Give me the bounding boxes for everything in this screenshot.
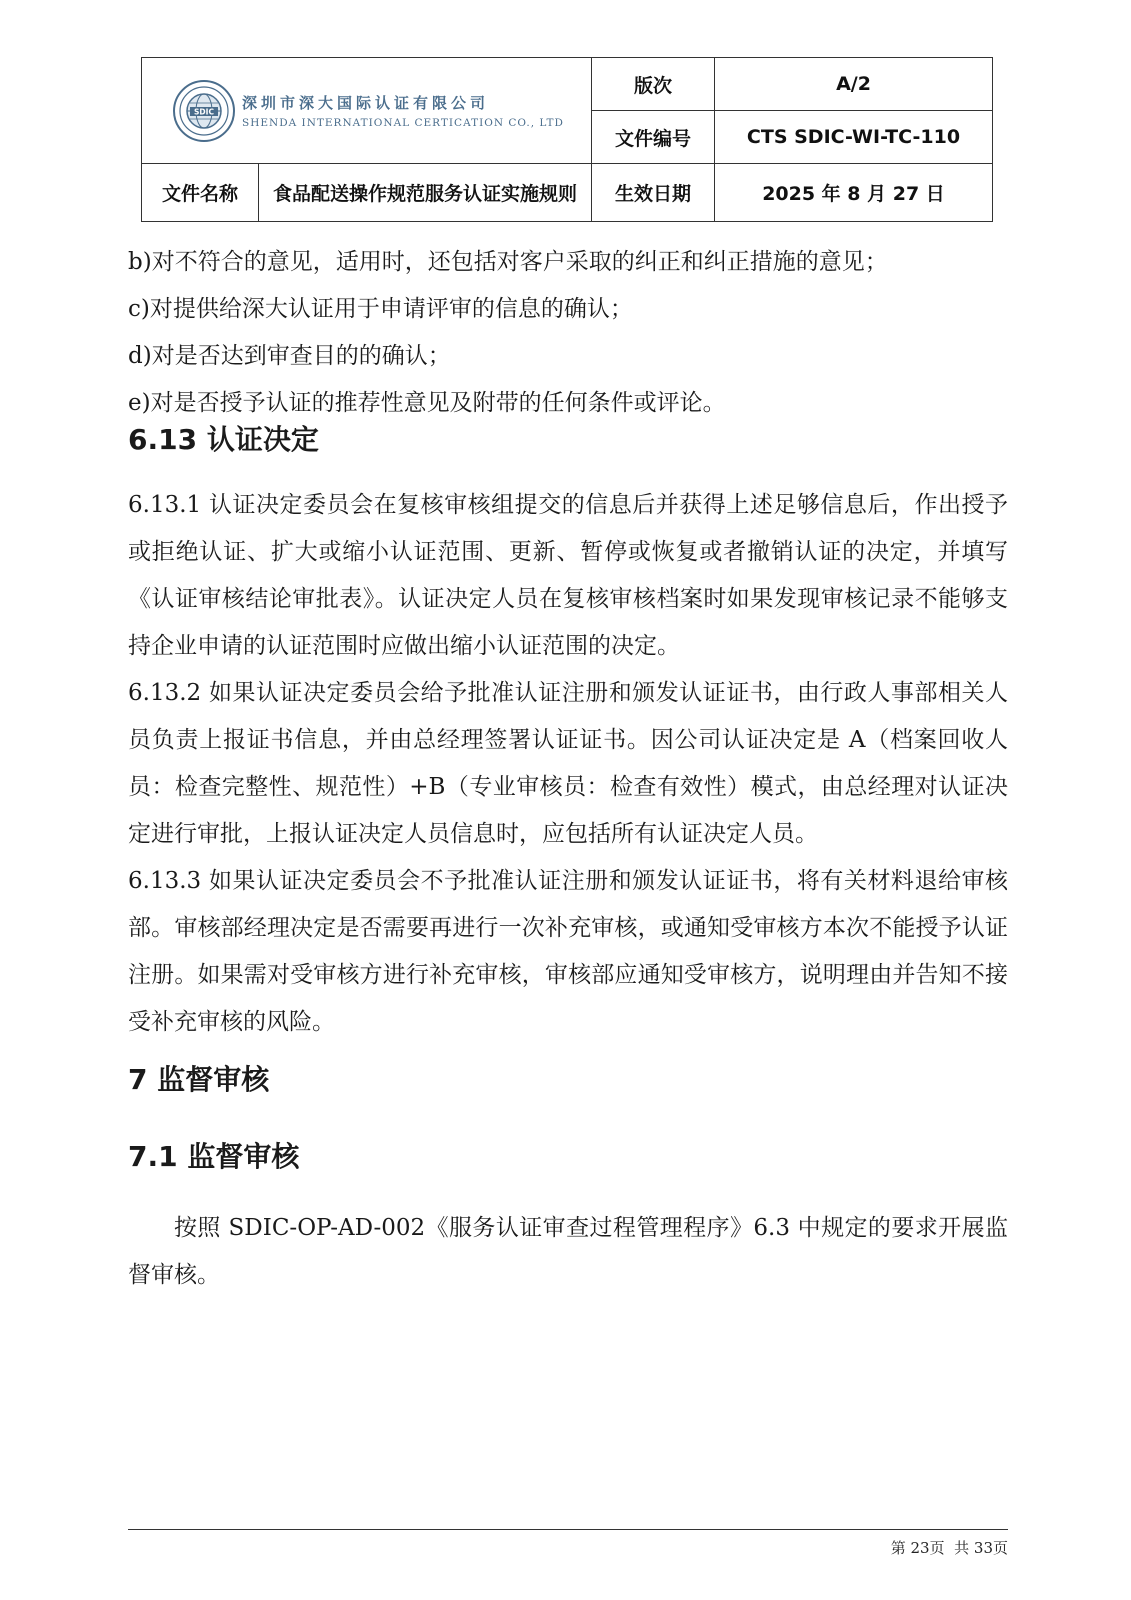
list-item-b: b)对不符合的意见，适用时，还包括对客户采取的纠正和纠正措施的意见；	[128, 249, 888, 275]
company-seal-text: SDIC	[194, 107, 214, 116]
section-7-1-heading: 7.1 监督审核	[128, 1140, 300, 1173]
document-number-label: 文件编号	[592, 111, 715, 164]
edition-value: A/2	[715, 58, 993, 111]
paragraph-6-13-1: 6.13.1 认证决定委员会在复核审核组提交的信息后并获得上述足够信息后，作出授予或拒绝认证、扩大或缩小认证范围、更新、暂停或恢复或者撤销认证的决定，并填写《认证审核结论审批表》。认证决定人员在复核审核档案时如果发现审核记录不能够支持企业申请的认证范围时应做出缩小认证范围的决定。	[128, 492, 1008, 659]
list-item-d: d)对是否达到审查目的的确认；	[128, 343, 451, 369]
company-logo-icon	[172, 79, 236, 143]
company-logo-cell	[142, 58, 592, 164]
edition-label: 版次	[592, 58, 715, 111]
paragraph-6-13-3: 6.13.3 如果认证决定委员会不予批准认证注册和颁发认证证书，将有关材料退给审核部。审核部经理决定是否需要再进行一次补充审核，或通知受审核方本次不能授予认证注册。如果需对受审核方进行补充审核，审核部应通知受审核方，说明理由并告知不接受补充审核的风险。	[128, 868, 1008, 1035]
document-body	[128, 245, 1008, 1299]
document-number-value: CTS SDIC-WI-TC-110	[715, 111, 993, 164]
company-name-en: SHENDA INTERNATIONAL CERTICATION CO., LTD	[242, 117, 564, 129]
list-item-e: e)对是否授予认证的推荐性意见及附带的任何条件或评论。	[128, 390, 726, 416]
page-number: 第 23页 共 33页	[890, 1539, 1008, 1557]
paragraph-7-1: 按照 SDIC-OP-AD-002《服务认证审查过程管理程序》6.3 中规定的要求开展监督审核。	[128, 1215, 1008, 1288]
document-name-label: 文件名称	[142, 164, 259, 222]
document-name-value: 食品配送操作规范服务认证实施规则	[259, 164, 592, 222]
effective-date-label: 生效日期	[592, 164, 715, 222]
list-item-c: c)对提供给深大认证用于申请评审的信息的确认；	[128, 296, 633, 322]
footer-divider	[128, 1529, 1008, 1530]
document-header-table	[141, 57, 993, 222]
paragraph-6-13-2: 6.13.2 如果认证决定委员会给予批准认证注册和颁发认证证书，由行政人事部相关人员负责上报证书信息，并由总经理签署认证证书。因公司认证决定是 A（档案回收人员：检查完整性、规范性）+B（专业审核员：检查有效性）模式，由总经理对认证决定进行审批，上报认证决定人员信息时，应包括所有认证决定人员。	[128, 680, 1008, 847]
section-7-heading: 7 监督审核	[128, 1063, 270, 1096]
effective-date-value: 2025 年 8 月 27 日	[715, 164, 993, 222]
section-6-13-heading: 6.13 认证决定	[128, 423, 319, 456]
company-name-cn: 深圳市深大国际认证有限公司	[242, 94, 490, 112]
